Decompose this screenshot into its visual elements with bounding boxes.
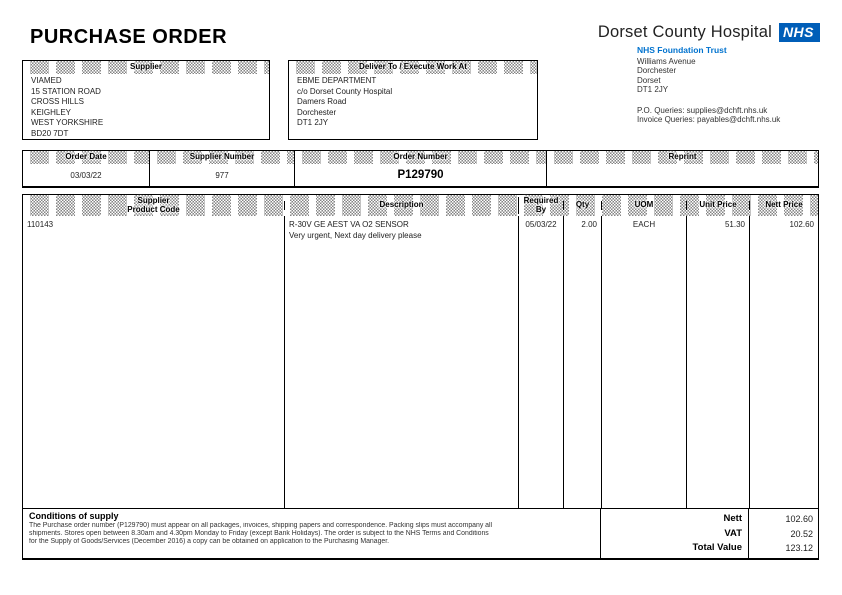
- deliver-to-address: [289, 74, 537, 129]
- supplier-box-label: Supplier: [129, 62, 162, 72]
- supplier-address-line: VIAMED: [31, 76, 62, 85]
- col-header-required-by: [518, 197, 563, 214]
- conditions-line: The Purchase order number (P129790) must appear on all packages, invoices, shipping papers and correspondence. Packing slips must accompany all: [29, 522, 493, 529]
- conditions-line: for the Supply of Goods/Services (December 2016) a copy can be obtained on application to the Purchasing Manager.: [29, 538, 390, 546]
- description-line-2: Very urgent, Next day delivery please: [289, 231, 422, 240]
- hospital-address-line: Dorchester: [637, 66, 677, 75]
- items-table-body: [23, 216, 818, 508]
- hospital-address-block: [637, 46, 780, 125]
- cell-unit-price: 51.30: [686, 216, 749, 508]
- supplier-address-line: CROSS HILLS: [31, 97, 84, 107]
- cell-product-code: 110143: [27, 220, 54, 229]
- trust-name: NHS Foundation Trust: [637, 45, 727, 55]
- cell-qty: 2.00: [563, 216, 601, 508]
- supplier-address-line: 15 STATION ROAD: [31, 86, 101, 96]
- nett-label: Nett: [723, 513, 742, 524]
- order-number-cell: [294, 151, 546, 186]
- col-header-line: UOM: [634, 200, 654, 210]
- hospital-address-line: Williams Avenue: [637, 56, 696, 66]
- vat-value: 20.52: [790, 528, 813, 539]
- po-queries-email: P.O. Queries: supplies@dchft.nhs.uk: [637, 105, 768, 115]
- conditions-line: shipments. Stores open between 8.30am and 4.30pm Monday to Friday (except Bank Holidays). The order is subject to the NHS Terms and Conditions: [29, 530, 489, 538]
- conditions-of-supply: [23, 509, 601, 558]
- col-header-line: Unit Price: [699, 200, 737, 210]
- cell-uom: EACH: [601, 216, 686, 508]
- order-number-header: [295, 151, 546, 164]
- page-title: PURCHASE ORDER: [30, 26, 228, 48]
- reprint-cell: [546, 151, 818, 186]
- col-header-line: Product Code: [127, 204, 180, 214]
- deliver-to-box-header: [289, 61, 537, 74]
- reprint-value: [547, 164, 818, 186]
- deliver-address-line: Dorchester: [297, 107, 337, 117]
- deliver-to-box: [288, 60, 538, 140]
- supplier-number-cell: [149, 151, 294, 186]
- vat-label: VAT: [724, 527, 742, 539]
- col-header-line: Qty: [575, 200, 590, 210]
- totals-values: [749, 509, 818, 558]
- deliver-address-line: DT1 2JY: [297, 118, 329, 128]
- col-header-uom: [601, 201, 686, 210]
- col-header-unit-price: [686, 201, 749, 210]
- queries-block: [637, 106, 780, 125]
- deliver-address-line: EBME DEPARTMENT: [297, 76, 377, 85]
- supplier-box-header: [23, 61, 269, 74]
- order-date-label: Order Date: [65, 152, 107, 162]
- document-footer: [23, 508, 818, 558]
- order-date-header: [23, 151, 149, 164]
- reprint-label: Reprint: [668, 152, 697, 162]
- totals-labels: [601, 509, 749, 558]
- supplier-address: [23, 74, 269, 140]
- supplier-address-line: KEIGHLEY: [31, 107, 72, 117]
- hospital-name: Dorset County Hospital: [597, 23, 772, 41]
- order-number-label: Order Number: [393, 152, 448, 162]
- order-info-row: [22, 150, 819, 188]
- total-value: 123.12: [785, 543, 813, 553]
- nhs-logo-icon: NHS: [779, 23, 820, 42]
- deliver-address-line: Damers Road: [297, 97, 347, 107]
- cell-required-by: 05/03/22: [518, 216, 563, 508]
- cell-nett-price: 102.60: [749, 216, 818, 508]
- col-header-description: [284, 201, 518, 210]
- order-date-value: 03/03/22: [70, 170, 102, 180]
- items-table: [22, 194, 819, 560]
- col-header-nett-price: [749, 201, 818, 210]
- reprint-header: [547, 151, 818, 164]
- deliver-to-box-label: Deliver To / Execute Work At: [359, 62, 467, 72]
- col-header-line: Supplier: [137, 196, 170, 205]
- col-header-supplier-product-code: [23, 197, 284, 214]
- supplier-number-label: Supplier Number: [189, 152, 255, 162]
- cell-description: [284, 216, 518, 508]
- order-number-value: P129790: [397, 169, 444, 181]
- supplier-number-value: 977: [215, 170, 229, 180]
- nett-value: 102.60: [785, 514, 813, 524]
- supplier-address-line: BD20 7DT: [31, 128, 69, 138]
- hospital-address-line: DT1 2JY: [637, 85, 669, 94]
- col-header-line: Nett Price: [765, 200, 803, 210]
- supplier-address-line: WEST YORKSHIRE: [31, 118, 104, 128]
- items-table-header: [23, 195, 818, 216]
- conditions-title: Conditions of supply: [29, 511, 119, 521]
- supplier-number-header: [150, 151, 294, 164]
- deliver-address-line: c/o Dorset County Hospital: [297, 86, 393, 96]
- col-header-line: Description: [379, 200, 424, 210]
- order-date-cell: [23, 151, 149, 186]
- col-header-line: By: [535, 204, 547, 214]
- total-value-label: Total Value: [692, 542, 742, 553]
- invoice-queries-email: Invoice Queries: payables@dchft.nhs.uk: [637, 115, 781, 124]
- col-header-qty: [563, 201, 601, 210]
- description-line-1: R-30V GE AEST VA O2 SENSOR: [289, 220, 409, 229]
- hospital-header: [560, 23, 820, 42]
- col-header-line: Required: [523, 196, 559, 205]
- supplier-box: [22, 60, 270, 140]
- hospital-address-line: Dorset: [637, 75, 661, 85]
